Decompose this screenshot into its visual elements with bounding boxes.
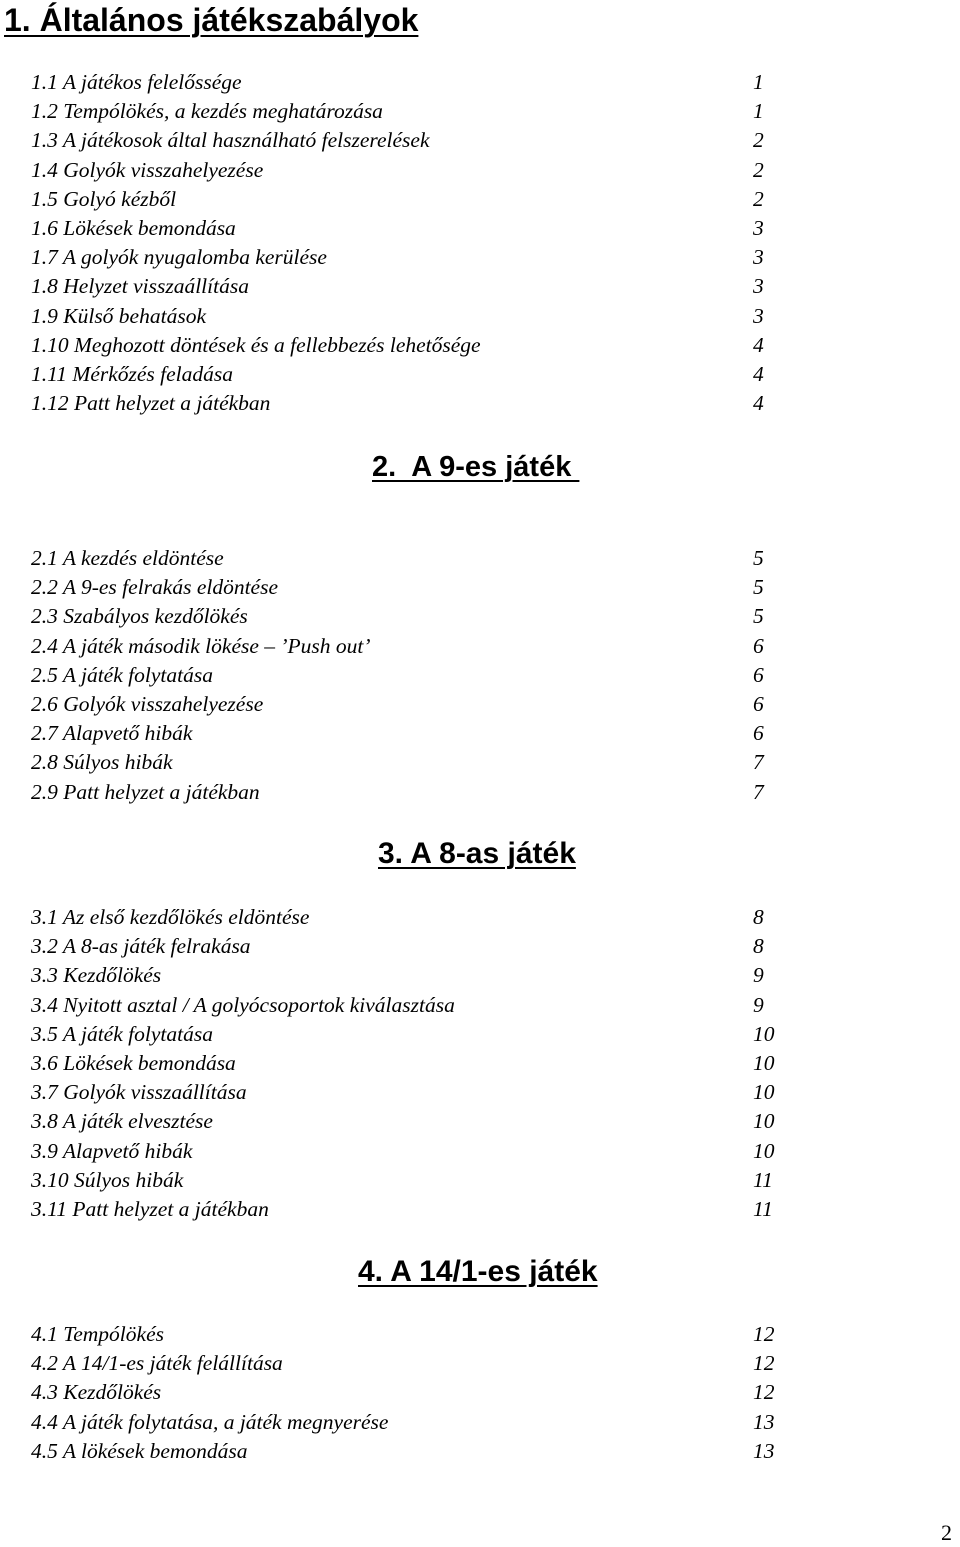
section-title-1: 1. Általános játékszabályok (4, 2, 419, 38)
toc-entry-page: 8 (753, 905, 764, 929)
toc-entry (31, 932, 791, 961)
toc-entry (31, 1349, 791, 1378)
toc-entry-label: 2.4 A játék második lökése – ’Push out’ (31, 633, 371, 658)
section-title-2: 2. A 9-es játék (372, 451, 580, 483)
toc-entry-label: 2.3 Szabályos kezdőlökés (31, 604, 248, 629)
toc-entry-label: 3.8 A játék elvesztése (31, 1109, 213, 1134)
toc-entry (31, 1437, 791, 1466)
toc-entry-label: 3.5 A játék folytatása (31, 1021, 213, 1046)
toc-entry-page: 12 (753, 1351, 775, 1376)
toc-entry-page: 9 (753, 963, 764, 988)
toc-entry (31, 632, 791, 661)
toc-entry-label: 1.2 Tempólökés, a kezdés meghatározása (31, 99, 383, 124)
toc-entry-page: 12 (753, 1380, 775, 1405)
toc-entry-label: 3.9 Alapvető hibák (31, 1138, 193, 1163)
toc-entry-page: 5 (753, 575, 764, 600)
toc-entry (31, 389, 791, 418)
toc-entry-page: 3 (753, 245, 764, 270)
toc-entry-label: 1.11 Mérkőzés feladása (31, 361, 234, 386)
toc-entry-page: 6 (753, 691, 764, 716)
toc-entry (31, 1020, 791, 1049)
toc-entry-page: 3 (753, 303, 764, 328)
toc-entry (31, 68, 791, 97)
toc-entry (31, 214, 791, 243)
toc-entry (31, 719, 791, 748)
section-title-4: 4. A 14/1-es játék (358, 1255, 598, 1288)
toc-entry-page: 8 (753, 934, 764, 959)
toc-entry-page: 10 (753, 1080, 775, 1105)
toc-entry-page: 2 (753, 128, 764, 153)
toc-entry-page: 6 (753, 633, 764, 658)
toc-entry (31, 1137, 791, 1166)
toc-entry (31, 1320, 791, 1349)
toc-entry (31, 126, 791, 155)
toc-entry-page: 11 (753, 1196, 773, 1221)
toc-entry (31, 661, 791, 690)
toc-entry (31, 1408, 791, 1437)
toc-entry-label: 4.5 A lökések bemondása (31, 1438, 248, 1463)
toc-entry-page: 5 (753, 604, 764, 629)
toc-entry-page: 10 (753, 1109, 775, 1134)
toc-entry (31, 1166, 791, 1195)
toc-entry (31, 302, 791, 331)
toc-entry-label: 2.8 Súlyos hibák (31, 750, 173, 775)
toc-entry-page: 1 (753, 70, 764, 94)
toc-entry-page: 6 (753, 721, 764, 746)
toc-entry (31, 903, 791, 932)
toc-entry-label: 1.6 Lökések bemondása (31, 215, 236, 240)
section-title-3: 3. A 8-as játék (378, 837, 576, 870)
toc-entry (31, 573, 791, 602)
toc-entry (31, 991, 791, 1020)
toc-entry-label: 1.5 Golyó kézből (31, 186, 177, 211)
toc-list-1 (31, 68, 791, 418)
toc-entry-label: 1.9 Külső behatások (31, 303, 206, 328)
toc-entry (31, 602, 791, 631)
toc-entry-page: 7 (753, 750, 764, 775)
toc-entry-label: 1.8 Helyzet visszaállítása (31, 274, 249, 299)
toc-list-2 (31, 544, 791, 807)
toc-entry (31, 360, 791, 389)
toc-entry (31, 1049, 791, 1078)
toc-entry-page: 4 (753, 361, 764, 386)
toc-entry (31, 778, 791, 807)
toc-entry-label: 2.2 A 9-es felrakás eldöntése (31, 575, 279, 600)
toc-entry-label: 2.6 Golyók visszahelyezése (31, 691, 264, 716)
toc-entry-label: 2.9 Patt helyzet a játékban (31, 779, 260, 804)
toc-entry-page: 13 (753, 1409, 775, 1434)
toc-entry-page: 2 (753, 186, 764, 211)
toc-entry (31, 1195, 791, 1224)
toc-entry-page: 11 (753, 1167, 773, 1192)
toc-entry-page: 9 (753, 992, 764, 1017)
toc-entry-label: 3.4 Nyitott asztal / A golyócsoportok kiválasztása (31, 992, 455, 1017)
toc-entry-label: 2.5 A játék folytatása (31, 662, 213, 687)
toc-entry (31, 272, 791, 301)
toc-entry (31, 97, 791, 126)
toc-entry-label: 3.1 Az első kezdőlökés eldöntése (31, 905, 310, 929)
toc-entry (31, 690, 791, 719)
toc-entry-page: 10 (753, 1138, 775, 1163)
toc-list-4 (31, 1320, 791, 1466)
toc-entry (31, 156, 791, 185)
toc-entry-label: 2.1 A kezdés eldöntése (31, 546, 224, 570)
toc-entry-label: 1.4 Golyók visszahelyezése (31, 157, 264, 182)
page-number: 2 (941, 1520, 952, 1545)
toc-entry-label: 1.10 Meghozott döntések és a fellebbezés lehetősége (31, 332, 481, 357)
toc-entry-page: 13 (753, 1438, 775, 1463)
toc-entry-page: 2 (753, 157, 764, 182)
toc-entry (31, 1378, 791, 1407)
toc-entry-label: 2.7 Alapvető hibák (31, 721, 193, 746)
toc-entry-label: 4.1 Tempólökés (31, 1322, 164, 1346)
toc-entry-label: 4.4 A játék folytatása, a játék megnyerése (31, 1409, 389, 1434)
toc-entry-page: 3 (753, 215, 764, 240)
toc-entry-page: 1 (753, 99, 764, 124)
toc-entry (31, 1107, 791, 1136)
toc-entry-label: 1.7 A golyók nyugalomba kerülése (31, 245, 327, 270)
toc-entry-label: 1.1 A játékos felelőssége (31, 70, 242, 94)
toc-entry-page: 4 (753, 391, 764, 416)
toc-entry-label: 4.2 A 14/1-es játék felállítása (31, 1351, 283, 1376)
toc-entry-page: 12 (753, 1322, 775, 1346)
toc-entry-page: 10 (753, 1021, 775, 1046)
toc-entry (31, 185, 791, 214)
toc-entry-page: 7 (753, 779, 764, 804)
toc-entry-label: 3.6 Lökések bemondása (31, 1050, 236, 1075)
toc-entry (31, 1078, 791, 1107)
toc-entry-page: 4 (753, 332, 764, 357)
toc-entry (31, 544, 791, 573)
toc-entry (31, 748, 791, 777)
toc-entry-label: 3.3 Kezdőlökés (31, 963, 162, 988)
toc-entry-label: 4.3 Kezdőlökés (31, 1380, 162, 1405)
toc-entry-label: 3.7 Golyók visszaállítása (31, 1080, 247, 1105)
toc-entry-label: 3.10 Súlyos hibák (31, 1167, 184, 1192)
toc-entry-label: 1.12 Patt helyzet a játékban (31, 391, 271, 416)
toc-entry (31, 243, 791, 272)
toc-entry-page: 10 (753, 1050, 775, 1075)
toc-entry-page: 6 (753, 662, 764, 687)
toc-list-3 (31, 903, 791, 1224)
toc-entry-page: 3 (753, 274, 764, 299)
toc-entry-label: 1.3 A játékosok által használható felszerelések (31, 128, 430, 153)
toc-entry-page: 5 (753, 546, 764, 570)
toc-entry (31, 331, 791, 360)
toc-entry (31, 961, 791, 990)
toc-entry-label: 3.2 A 8-as játék felrakása (31, 934, 251, 959)
toc-entry-label: 3.11 Patt helyzet a játékban (31, 1196, 269, 1221)
